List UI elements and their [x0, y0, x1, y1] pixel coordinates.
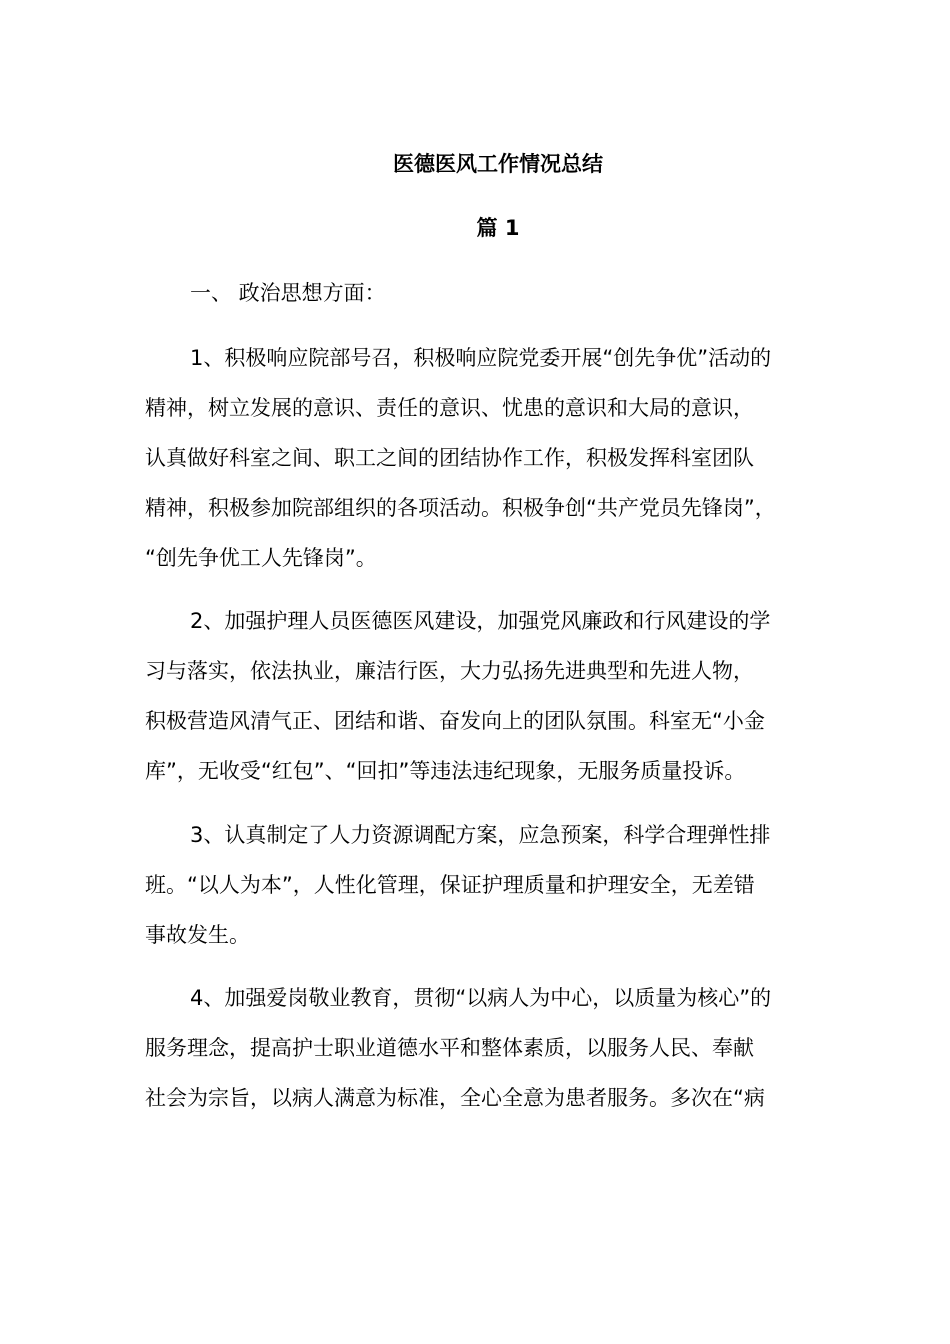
paragraph-line: “创先争优工人先锋岗”。	[145, 546, 377, 570]
section-heading: 一、 政治思想方面：	[190, 281, 386, 305]
paragraph-line: 精神，树立发展的意识、责任的意识、忧患的意识和大局的意识，	[145, 396, 754, 420]
paragraph-line: 库”，无收受“红包”、“回扣”等违法违纪现象，无服务质量投诉。	[145, 759, 746, 783]
paragraph-1	[145, 333, 810, 583]
paragraph-line: 积极营造风清气正、团结和谐、奋发向上的团队氛围。科室无“小金	[145, 709, 765, 733]
paragraph-line: 习与落实，依法执业，廉洁行医，大力弘扬先进典型和先进人物，	[145, 659, 754, 683]
document-title: 医德医风工作情况总结	[393, 152, 603, 176]
paragraph-line: 3、认真制定了人力资源调配方案，应急预案，科学合理弹性排	[190, 823, 771, 847]
paragraph-line: 认真做好科室之间、职工之间的团结协作工作，积极发挥科室团队	[145, 446, 754, 470]
paragraph-line: 2、加强护理人员医德医风建设，加强党风廉政和行风建设的学	[190, 609, 771, 633]
paragraph-line: 社会为宗旨，以病人满意为标准，全心全意为患者服务。多次在“病	[145, 1086, 765, 1110]
paragraph-line: 服务理念，提高护士职业道德水平和整体素质，以服务人民、奉献	[145, 1036, 754, 1060]
part-title: 篇 1	[476, 216, 520, 240]
paragraph-line: 4、加强爱岗敬业教育，贯彻“以病人为中心，以质量为核心”的	[190, 986, 772, 1010]
paragraph-3	[145, 810, 810, 960]
paragraph-line: 班。“以人为本”，人性化管理，保证护理质量和护理安全，无差错	[145, 873, 755, 897]
paragraph-line: 精神，积极参加院部组织的各项活动。积极争创“共产党员先锋岗”，	[145, 496, 776, 520]
paragraph-2	[145, 596, 810, 796]
paragraph-4	[145, 973, 810, 1123]
paragraph-line: 事故发生。	[145, 923, 250, 947]
paragraph-line: 1、积极响应院部号召，积极响应院党委开展“创先争优”活动的	[190, 346, 772, 370]
